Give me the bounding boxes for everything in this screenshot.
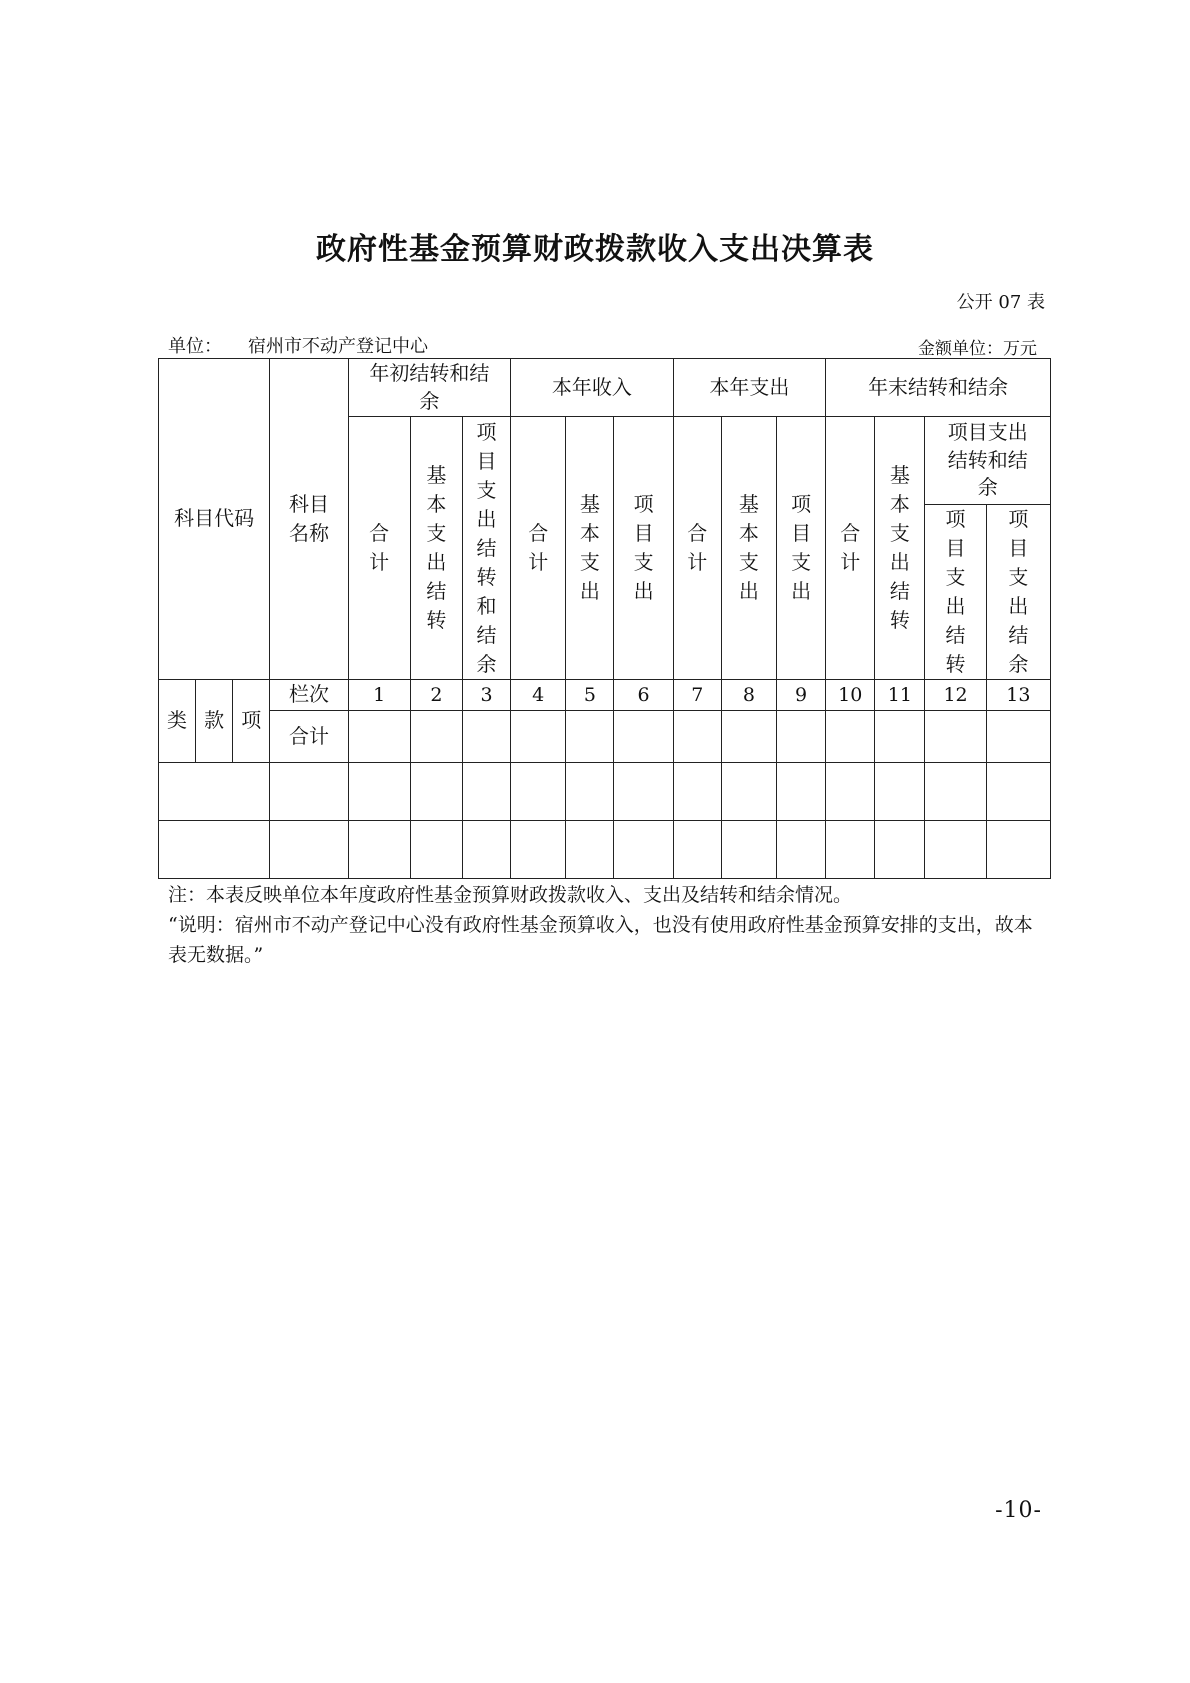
table-cell [721, 711, 776, 763]
table-cell [721, 763, 776, 821]
header-g2-total: 合计 [511, 417, 566, 680]
table-cell [826, 821, 875, 879]
table-cell [673, 821, 721, 879]
table-cell [673, 711, 721, 763]
column-number: 1 [348, 680, 410, 711]
table-cell [410, 763, 462, 821]
table-cell [614, 821, 673, 879]
header-g1-project: 项目支出结转和结余 [462, 417, 510, 680]
table-cell [875, 711, 925, 763]
header-g4-project-carry: 项目支出结转 [925, 505, 986, 680]
table-cell [875, 821, 925, 879]
column-number: 13 [986, 680, 1050, 711]
header-lei: 类 [159, 680, 196, 763]
header-g4-total: 合计 [826, 417, 875, 680]
table-cell [511, 821, 566, 879]
table-cell [673, 763, 721, 821]
header-g1-basic: 基本支出结转 [410, 417, 462, 680]
column-number: 10 [826, 680, 875, 711]
table-cell [566, 763, 614, 821]
column-number: 3 [462, 680, 510, 711]
note-line: 注：本表反映单位本年度政府性基金预算财政拨款收入、支出及结转和结余情况。 [168, 884, 853, 906]
table-cell [511, 711, 566, 763]
table-cell [511, 763, 566, 821]
header-g2-basic: 基本支出 [566, 417, 614, 680]
table-cell [721, 821, 776, 879]
table-cell [614, 763, 673, 821]
table-cell [875, 763, 925, 821]
table-cell [270, 821, 348, 879]
table-cell [462, 763, 510, 821]
header-g4-project-balance: 项目支出结余 [986, 505, 1050, 680]
table-cell [462, 711, 510, 763]
header-closing-balance: 年末结转和结余 [826, 359, 1051, 417]
header-g4-basic: 基本支出结转 [875, 417, 925, 680]
header-xiang: 项 [233, 680, 270, 763]
table-cell [826, 763, 875, 821]
table-cell [776, 711, 825, 763]
page-number: -10- [995, 1498, 1042, 1523]
header-opening-balance: 年初结转和结余 [348, 359, 511, 417]
table-row [159, 763, 1051, 821]
table-cell [348, 711, 410, 763]
table-cell [410, 711, 462, 763]
header-annual-income: 本年收入 [511, 359, 674, 417]
row-total-label: 合计 [270, 711, 348, 763]
unit-value: 宿州市不动产登记中心 [248, 336, 428, 357]
header-g4-project: 项目支出结转和结余 [925, 417, 1051, 505]
column-number: 4 [511, 680, 566, 711]
column-number: 11 [875, 680, 925, 711]
header-code: 科目代码 [159, 359, 270, 680]
table-cell [986, 711, 1050, 763]
header-g3-basic: 基本支出 [721, 417, 776, 680]
table-cell [410, 821, 462, 879]
table-cell [462, 821, 510, 879]
column-number: 2 [410, 680, 462, 711]
header-kuan: 款 [196, 680, 233, 763]
header-name: 科目名称 [270, 359, 348, 680]
table-cell [159, 821, 270, 879]
table-cell [986, 821, 1050, 879]
header-annual-expense: 本年支出 [673, 359, 825, 417]
table-cell [566, 711, 614, 763]
form-number: 公开 07 表 [956, 292, 1045, 313]
explanation-note: “说明：宿州市不动产登记中心没有政府性基金预算收入，也没有使用政府性基金预算安排的支出，故本表无数据。” [168, 914, 1033, 966]
table-cell [614, 711, 673, 763]
table-row-total [159, 711, 1051, 763]
header-g1-total: 合计 [348, 417, 410, 680]
column-number: 8 [721, 680, 776, 711]
header-lanci: 栏次 [270, 680, 348, 711]
table-cell [348, 763, 410, 821]
notes [168, 880, 1048, 970]
unit-line [168, 332, 428, 358]
column-number: 6 [614, 680, 673, 711]
table-cell [270, 763, 348, 821]
table-cell [826, 711, 875, 763]
table-cell [566, 821, 614, 879]
amount-unit: 金额单位：万元 [918, 339, 1037, 359]
column-number: 9 [776, 680, 825, 711]
column-number: 5 [566, 680, 614, 711]
budget-table [158, 358, 1051, 879]
header-g3-total: 合计 [673, 417, 721, 680]
table-row [159, 821, 1051, 879]
table-cell [986, 763, 1050, 821]
table-cell [925, 763, 986, 821]
column-number: 7 [673, 680, 721, 711]
table-cell [348, 821, 410, 879]
header-g3-project: 项目支出 [776, 417, 825, 680]
header-g2-project: 项目支出 [614, 417, 673, 680]
table-cell [776, 821, 825, 879]
table-cell [925, 821, 986, 879]
unit-label: 单位： [168, 336, 222, 357]
table-cell [925, 711, 986, 763]
page-title: 政府性基金预算财政拨款收入支出决算表 [316, 232, 874, 267]
table-cell [776, 763, 825, 821]
table-cell [159, 763, 270, 821]
column-number: 12 [925, 680, 986, 711]
